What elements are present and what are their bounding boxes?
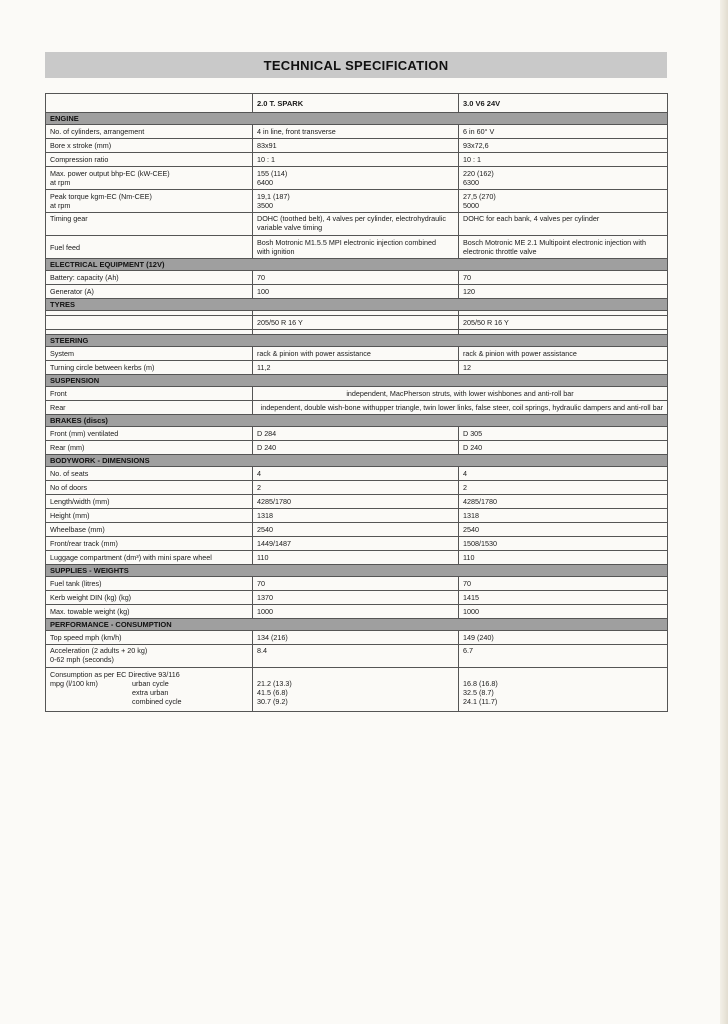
section-heading: SUSPENSION [46,375,668,387]
row-value-b: 1508/1530 [459,537,668,551]
row-label: Max. power output bhp-EC (kW-CEE) [50,169,170,178]
row-value-a: 10 : 1 [253,153,459,167]
section-bodywork [46,455,668,467]
section-suspension [46,375,668,387]
row-label: Acceleration (2 adults + 20 kg) [50,646,148,655]
row-value-b: 205/50 R 16 Y [459,316,668,330]
section-performance [46,619,668,631]
table-row [46,361,668,375]
row-value-a: 100 [253,285,459,299]
consumption-value-b: 32.5 (8.7) [463,688,494,697]
row-label: Generator (A) [46,285,253,299]
row-value-b: D 240 [459,441,668,455]
row-label: Luggage compartment (dm³) with mini spare wheel [46,551,253,565]
table-row [46,427,668,441]
row-value-a-cell [253,190,459,213]
row-label-cell [46,645,253,668]
row-value-a: 70 [253,577,459,591]
row-value-b: 1318 [459,509,668,523]
consumption-sub-label: combined cycle [132,697,182,706]
row-label: Front (mm) ventilated [46,427,253,441]
table-row [46,631,668,645]
row-value-b-cell [459,190,668,213]
row-label: Wheelbase (mm) [46,523,253,537]
table-row [46,285,668,299]
row-value-a: 1318 [253,509,459,523]
row-value-b: 70 [459,271,668,285]
header-label [46,94,253,113]
row-label: Fuel feed [50,242,80,252]
row-value-a: 19,1 (187) [257,192,290,201]
section-engine [46,113,668,125]
table-row [46,271,668,285]
row-label-cell [46,190,253,213]
row-value-a: rack & pinion with power assistance [253,347,459,361]
row-value-b: 27,5 (270) [463,192,496,201]
row-label: Front [46,387,253,401]
consumption-value-a-cell [253,668,459,712]
page-edge [720,0,728,1024]
table-row [46,509,668,523]
row-value-b-cell [459,236,668,259]
table-row [46,523,668,537]
row-label-cell [46,167,253,190]
row-label-sub: at rpm [50,178,71,187]
table-row [46,495,668,509]
consumption-value-a: 30.7 (9.2) [257,697,288,706]
row-value-a-cell [253,213,459,236]
row-value-b: 12 [459,361,668,375]
row-value-b: 70 [459,577,668,591]
row-label: Fuel tank (litres) [46,577,253,591]
table-header-row [46,94,668,113]
row-value-a-sub: variable valve timing [257,223,323,232]
consumption-unit: mpg (l/100 km) [50,679,98,688]
consumption-label: Consumption as per EC Directive 93/116 [50,670,180,679]
row-value-a-sub: 3500 [257,201,273,210]
row-value-a: 1449/1487 [253,537,459,551]
row-label: Height (mm) [46,509,253,523]
row-value-b-cell [459,167,668,190]
row-label: Length/width (mm) [46,495,253,509]
section-brakes [46,415,668,427]
table-row [46,591,668,605]
section-heading: BODYWORK - DIMENSIONS [46,455,668,467]
section-supplies [46,565,668,577]
row-label: Max. towable weight (kg) [46,605,253,619]
row-value-a: 8.4 [253,645,459,668]
section-heading: ENGINE [46,113,668,125]
row-value-a: 155 (114) [257,169,288,178]
row-value-b: 149 (240) [459,631,668,645]
row-label: Front/rear track (mm) [46,537,253,551]
row-value-b: 220 (162) [463,169,494,178]
section-electrical [46,259,668,271]
row-label: Timing gear [50,214,88,223]
row-value-b: Bosch Motronic ME 2.1 Multipoint electronic injection with [463,238,646,247]
section-steering [46,335,668,347]
row-value-a-cell [253,167,459,190]
row-value-b: DOHC for each bank, 4 valves per cylinder [463,214,600,223]
section-heading: ELECTRICAL EQUIPMENT (12V) [46,259,668,271]
row-value-b-sub: 6300 [463,178,479,187]
row-value-a: 205/50 R 16 Y [253,316,459,330]
spec-table [45,93,668,712]
section-heading: PERFORMANCE - CONSUMPTION [46,619,668,631]
table-row [46,190,668,213]
row-label-cell [46,213,253,236]
row-label: System [46,347,253,361]
table-row [46,125,668,139]
table-row [46,139,668,153]
row-value-b: 2540 [459,523,668,537]
table-row [46,537,668,551]
table-row [46,347,668,361]
row-label-sub: at rpm [50,201,71,210]
row-value-b-cell [459,213,668,236]
row-value-b: 10 : 1 [459,153,668,167]
row-label: Turning circle between kerbs (m) [46,361,253,375]
section-heading: BRAKES (discs) [46,415,668,427]
consumption-value-b: 16.8 (16.8) [463,679,498,688]
table-row [46,316,668,330]
row-value-b: D 305 [459,427,668,441]
row-value-a: 4 in line, front transverse [253,125,459,139]
section-heading: STEERING [46,335,668,347]
row-label: No. of cylinders, arrangement [46,125,253,139]
row-value-shared: independent, MacPherson struts, with lower wishbones and anti-roll bar [253,387,668,401]
row-value-b: 1415 [459,591,668,605]
table-row [46,577,668,591]
consumption-value-a: 41.5 (6.8) [257,688,288,697]
row-value-b: 93x72,6 [459,139,668,153]
table-row [46,213,668,236]
row-label: No of doors [46,481,253,495]
row-value-b: 4285/1780 [459,495,668,509]
section-heading: SUPPLIES - WEIGHTS [46,565,668,577]
row-value-a: 1000 [253,605,459,619]
table-row [46,167,668,190]
row-label: Compression ratio [46,153,253,167]
row-label [46,316,253,330]
row-value-a: 70 [253,271,459,285]
row-value-a: 11,2 [253,361,459,375]
row-value-b: 120 [459,285,668,299]
header-model-b: 3.0 V6 24V [459,94,668,113]
row-label: No. of seats [46,467,253,481]
consumption-value-b: 24.1 (11.7) [463,697,498,706]
consumption-value-b-cell [459,668,668,712]
row-value-a: D 284 [253,427,459,441]
table-row [46,481,668,495]
section-heading: TYRES [46,299,668,311]
page-title: TECHNICAL SPECIFICATION [263,57,449,73]
row-label: Top speed mph (km/h) [46,631,253,645]
consumption-label-cell [46,668,253,712]
row-label: Rear [46,401,253,415]
consumption-row [46,668,668,712]
row-value-shared: independent, double wish-bone withupper triangle, twin lower links, false steer, coil springs, hydraulic dampers and anti-roll bar [253,401,668,415]
row-label: Bore x stroke (mm) [46,139,253,153]
row-label-cell [46,236,253,259]
row-value-b: 6.7 [459,645,668,668]
table-row [46,605,668,619]
row-value-a: DOHC (toothed belt), 4 valves per cylinder, electrohydraulic [257,214,446,223]
row-value-a: 83x91 [253,139,459,153]
row-label: Rear (mm) [46,441,253,455]
title-bar [45,52,667,78]
row-label: Kerb weight DIN (kg) (kg) [46,591,253,605]
table-row [46,153,668,167]
row-value-a: 134 (216) [253,631,459,645]
row-value-a-sub: with ignition [257,247,295,256]
row-value-b: 1000 [459,605,668,619]
consumption-sub-label: extra urban [132,688,169,697]
table-row [46,441,668,455]
row-value-b: 4 [459,467,668,481]
row-value-a-cell [253,236,459,259]
consumption-sub-label: urban cycle [132,679,169,688]
row-label: Battery: capacity (Ah) [46,271,253,285]
row-value-a: 110 [253,551,459,565]
row-value-a: 4285/1780 [253,495,459,509]
row-label-sub: 0-62 mph (seconds) [50,655,114,664]
table-row [46,467,668,481]
table-row [46,551,668,565]
row-value-b: 2 [459,481,668,495]
row-value-a: D 240 [253,441,459,455]
row-label: Peak torque kgm-EC (Nm-CEE) [50,192,152,201]
row-value-b-sub: 5000 [463,201,479,210]
table-row [46,401,668,415]
row-value-a: 2 [253,481,459,495]
section-tyres [46,299,668,311]
row-value-a: 2540 [253,523,459,537]
table-row [46,645,668,668]
row-value-a: 4 [253,467,459,481]
header-model-a: 2.0 T. SPARK [253,94,459,113]
consumption-value-a: 21.2 (13.3) [257,679,292,688]
row-value-b: 110 [459,551,668,565]
table-row [46,387,668,401]
row-value-b: rack & pinion with power assistance [459,347,668,361]
row-value-b-sub: electronic throttle valve [463,247,537,256]
row-value-a: Bosh Motronic M1.5.5 MPI electronic injection combined [257,238,436,247]
row-value-b: 6 in 60° V [459,125,668,139]
row-value-a-sub: 6400 [257,178,273,187]
row-value-a: 1370 [253,591,459,605]
table-row [46,236,668,259]
